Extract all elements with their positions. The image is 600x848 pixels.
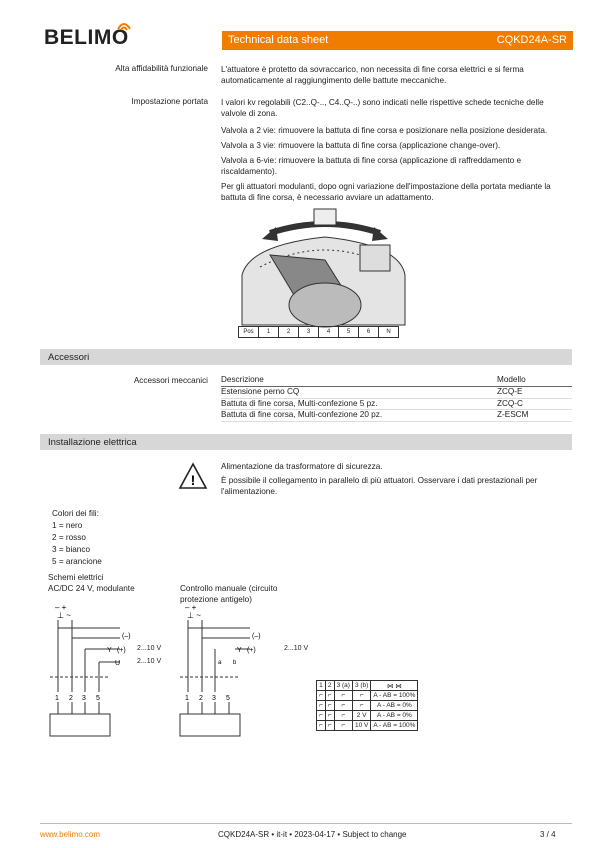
- valve-icon: ⋈ ⋈: [371, 681, 418, 691]
- table-row: ⌐ ⌐ ⌐ ⌐ A - AB = 0%: [317, 701, 418, 711]
- actuator-illustration: [230, 205, 410, 340]
- svg-text:3: 3: [212, 695, 216, 702]
- svg-text:b: b: [233, 660, 237, 666]
- switching-table: [316, 680, 418, 731]
- schema1-label: AC/DC 24 V, modulante: [48, 584, 135, 593]
- footer-center: CQKD24A-SR • it-it • 2023-04-17 • Subject to change: [218, 830, 407, 839]
- svg-text:(+): (+): [117, 647, 126, 654]
- colore-item: 1 = nero: [52, 521, 83, 530]
- svg-text:2: 2: [69, 695, 73, 702]
- table-header: 1: [317, 681, 326, 691]
- svg-text:2: 2: [199, 695, 203, 702]
- svg-text:1: 1: [185, 695, 189, 702]
- brand-logo: BELIMO: [44, 26, 129, 49]
- table-row: ⌐ ⌐ ⌐ ⌐ A - AB = 100%: [317, 691, 418, 701]
- label-portata: Impostazione portata: [131, 97, 208, 106]
- table-row: Battuta di fine corsa, Multi-confezione 5 pz. ZCQ-C: [221, 398, 572, 410]
- svg-text:1: 1: [55, 695, 59, 702]
- header-bar: [222, 31, 573, 50]
- doc-model: CQKD24A-SR: [496, 34, 567, 46]
- footer-divider: [40, 823, 572, 824]
- scale-cell: 2: [279, 326, 299, 338]
- svg-text:⊥ ~: ⊥ ~: [57, 611, 71, 620]
- warning-icon: [178, 462, 208, 490]
- svg-text:U: U: [115, 660, 121, 667]
- scale-cell: Pos: [238, 326, 259, 338]
- label-accessori-meccanici: Accessori meccanici: [133, 376, 208, 385]
- scale-cell: 3: [299, 326, 319, 338]
- svg-text:a: a: [218, 660, 222, 666]
- signal-u-label: 2...10 V: [137, 658, 162, 665]
- footer-page: 3 / 4: [540, 830, 556, 839]
- table-row: Battuta di fine corsa, Multi-confezione 20 pz. Z-ESCM: [221, 410, 572, 422]
- table-header: 3 (a): [334, 681, 352, 691]
- section-accessori: Accessori: [40, 349, 572, 365]
- svg-text:– +: – +: [185, 603, 197, 612]
- text-portata-2: Valvola a 2 vie: rimuovere la battuta di fine corsa e posizionare nella posizione desiderata.: [221, 126, 548, 135]
- table-header: 2: [325, 681, 334, 691]
- position-scale: [238, 326, 399, 338]
- svg-text:(–): (–): [252, 633, 261, 640]
- scale-cell: 5: [339, 326, 359, 338]
- signal-y2-label: 2...10 V: [284, 645, 309, 652]
- label-affidabilita: Alta affidabilità funzionale: [115, 64, 208, 73]
- table-row: Estensione perno CQ ZCQ-E: [221, 387, 572, 399]
- col-modello: Modello: [497, 374, 572, 387]
- scale-cell: 1: [259, 326, 279, 338]
- text-portata-3: Valvola a 3 vie: rimuovere la battuta di fine corsa (applicazione change-over).: [221, 141, 501, 150]
- table-header: 3 (b): [352, 681, 370, 691]
- svg-text:(+): (+): [247, 647, 256, 654]
- text-portata-1: I valori kv regolabili (C2..Q-.., C4..Q-..) sono indicati nelle rispettive schede tecniche delle valvole di zona.: [221, 98, 544, 118]
- svg-text:5: 5: [96, 695, 100, 702]
- scale-cell: 4: [319, 326, 339, 338]
- svg-text:3: 3: [82, 695, 86, 702]
- scale-cell: 6: [359, 326, 379, 338]
- footer-url[interactable]: www.belimo.com: [40, 830, 101, 839]
- svg-text:5: 5: [226, 695, 230, 702]
- svg-text:Y: Y: [237, 647, 242, 654]
- svg-text:– +: – +: [55, 603, 67, 612]
- colori-title: Colori dei fili:: [52, 509, 99, 518]
- schema2-label-a: Controllo manuale (circuito: [180, 584, 278, 593]
- colore-item: 3 = bianco: [52, 545, 91, 554]
- section-installazione: Installazione elettrica: [40, 434, 572, 450]
- col-descrizione: Descrizione: [221, 374, 497, 387]
- schema2-label-b: protezione antigelo): [180, 595, 252, 604]
- text-portata-4: Valvola a 6-vie: rimuovere la battuta di fine corsa (applicazione di raffreddamento e riscaldamento).: [221, 156, 522, 176]
- doc-title: Technical data sheet: [228, 34, 329, 46]
- text-affidabilita: L'attuatore è protetto da sovraccarico, non necessita di fine corsa elettrici e si ferma automaticamente al raggiungimento delle battute meccaniche.: [221, 65, 524, 85]
- svg-text:!: !: [190, 472, 196, 488]
- colore-item: 5 = arancione: [52, 557, 102, 566]
- table-row: ⌐ ⌐ ⌐ 2 V A - AB = 0%: [317, 711, 418, 721]
- accessori-table: [221, 374, 572, 422]
- svg-text:Y: Y: [107, 647, 112, 654]
- colore-item: 2 = rosso: [52, 533, 86, 542]
- wiring-diagram-1: [45, 602, 175, 742]
- logo-signal-icon: [114, 17, 134, 33]
- svg-text:⊥ ~: ⊥ ~: [187, 611, 201, 620]
- text-portata-5: Per gli attuatori modulanti, dopo ogni variazione dell'impostazione della portata mediante la battuta di fine corsa, è necessario avviare un adattamento.: [221, 182, 551, 202]
- svg-text:(–): (–): [122, 633, 131, 640]
- warning-text-2: È possibile il collegamento in parallelo di più attuatori. Osservare i dati prestazionali per l'alimentazione.: [221, 476, 538, 496]
- wiring-diagram-2: [175, 602, 305, 742]
- scale-cell: N: [379, 326, 399, 338]
- schemi-title: Schemi elettrici: [48, 573, 104, 582]
- table-row: ⌐ ⌐ ⌐ 10 V A - AB = 100%: [317, 721, 418, 731]
- signal-y-label: 2...10 V: [137, 645, 162, 652]
- warning-text-1: Alimentazione da trasformatore di sicurezza.: [221, 462, 383, 471]
